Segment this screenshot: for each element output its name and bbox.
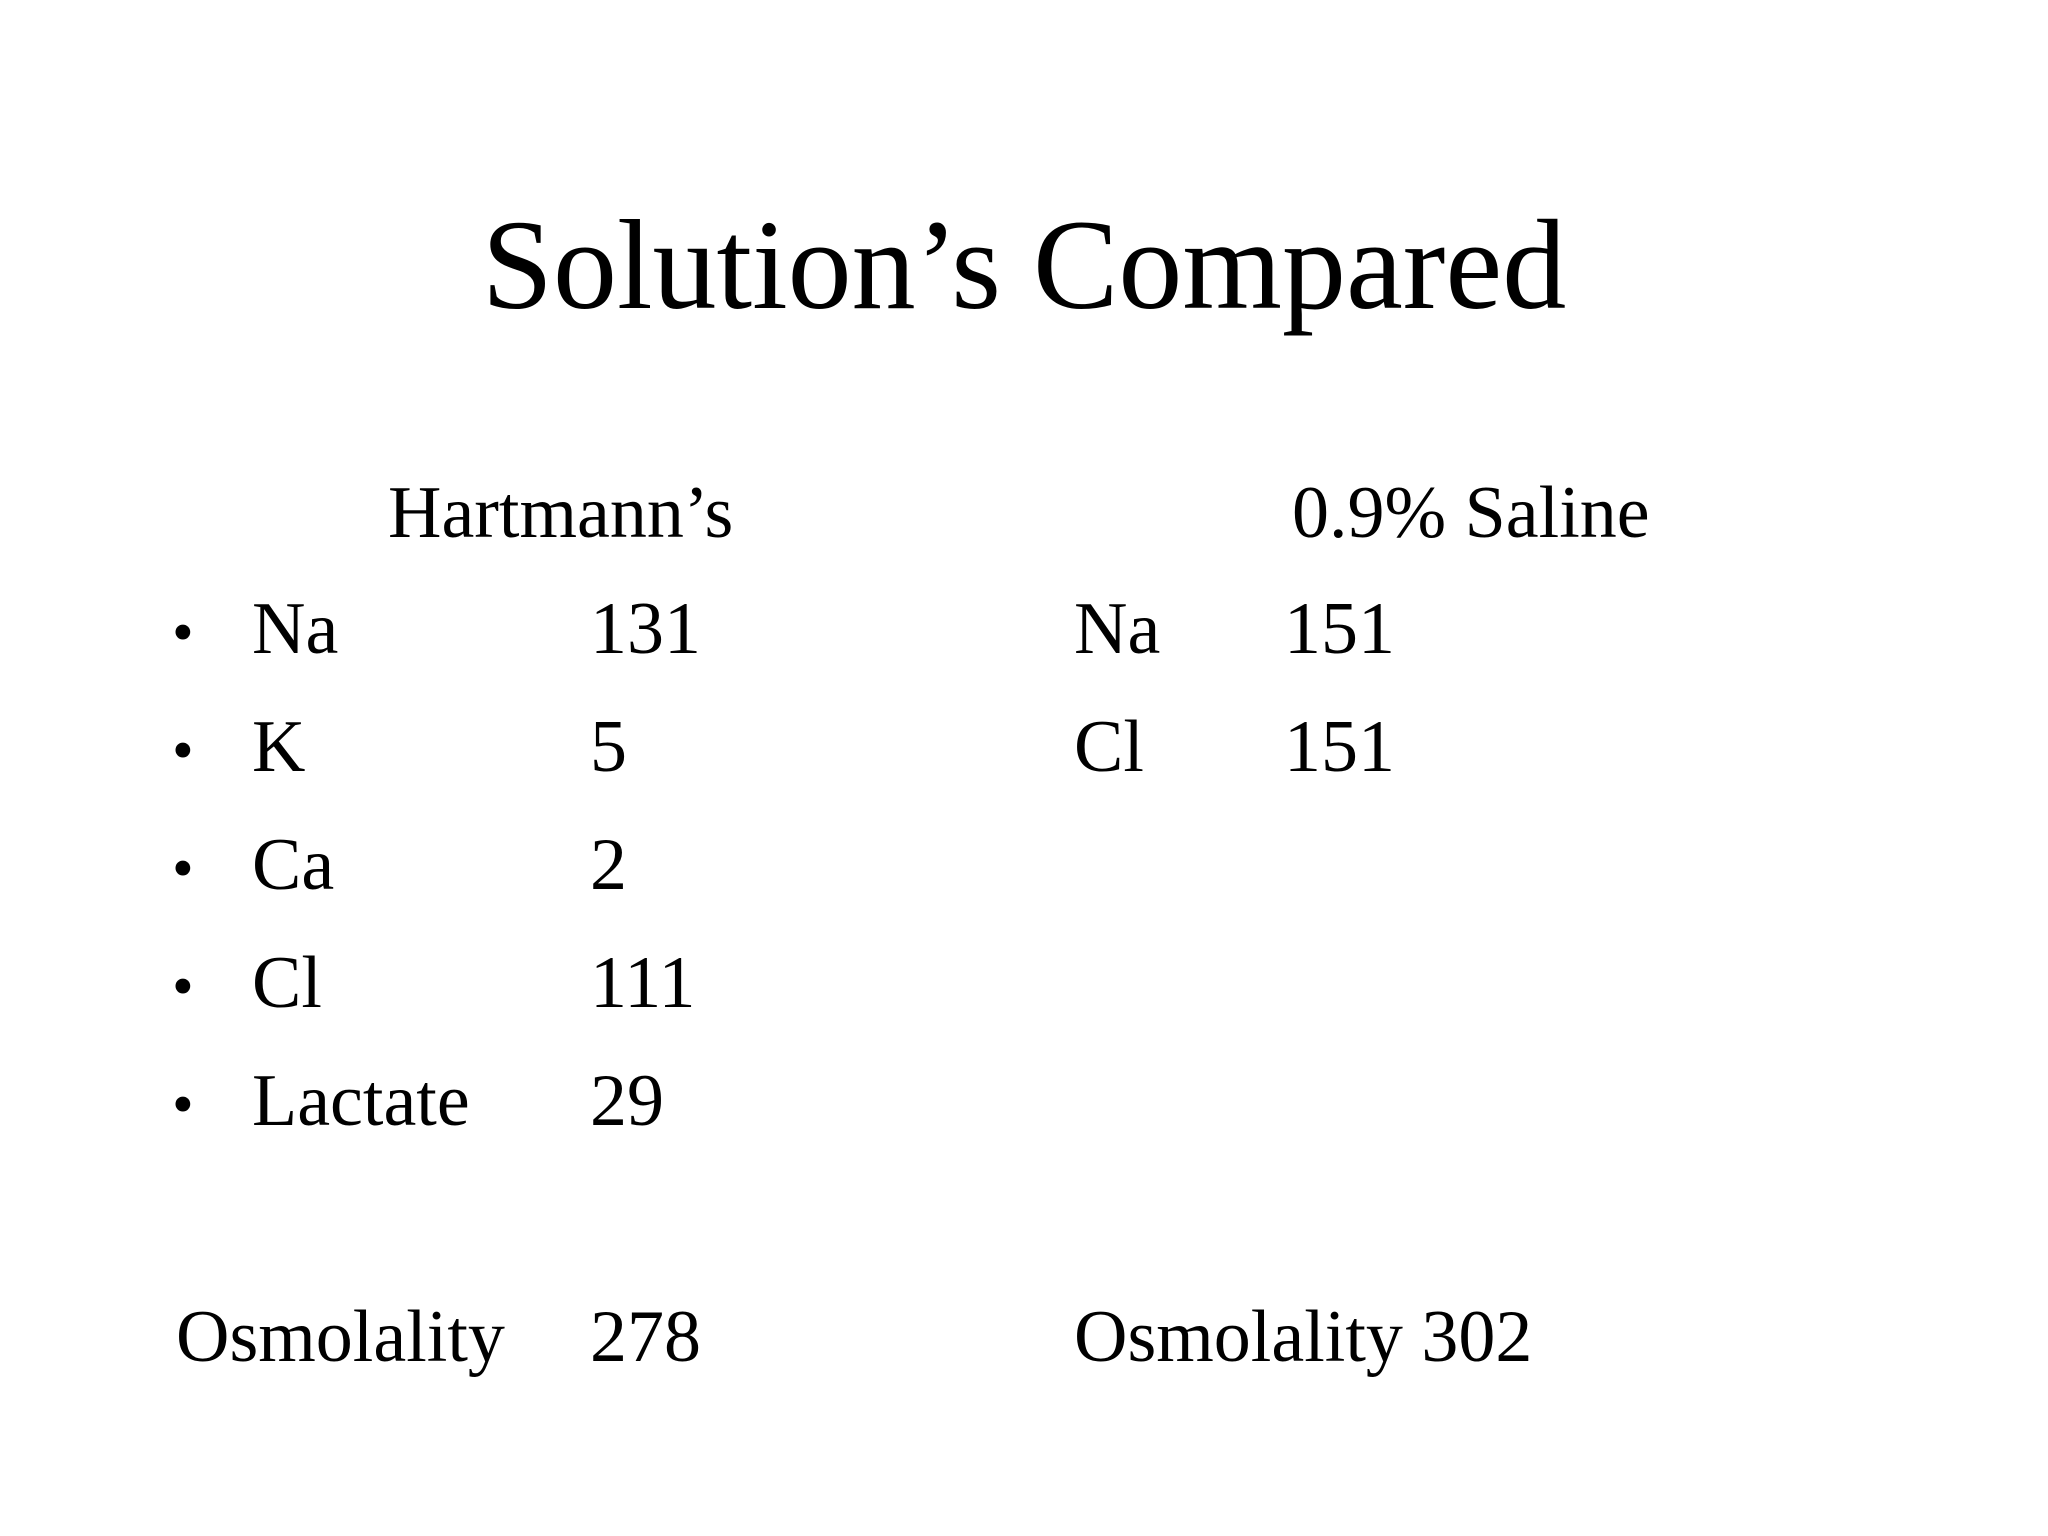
hartmanns-lactate-value: 29 [590, 1060, 664, 1142]
saline-na-label: Na [1074, 588, 1161, 670]
hartmanns-k-value: 5 [590, 706, 627, 788]
bullet-icon: • [172, 1071, 194, 1139]
bullet-icon: • [172, 953, 194, 1021]
bullet-icon: • [172, 717, 194, 785]
saline-na-value: 151 [1284, 588, 1395, 670]
hartmanns-lactate-label: Lactate [252, 1060, 470, 1142]
bullet-icon: • [172, 599, 194, 667]
saline-osmolality: Osmolality 302 [1074, 1296, 1533, 1378]
hartmanns-k-label: K [252, 706, 306, 788]
hartmanns-heading: Hartmann’s [388, 472, 734, 554]
saline-cl-value: 151 [1284, 706, 1395, 788]
hartmanns-ca-label: Ca [252, 824, 335, 906]
hartmanns-cl-value: 111 [590, 942, 696, 1024]
hartmanns-na-value: 131 [590, 588, 701, 670]
hartmanns-osmolality-value: 278 [590, 1296, 701, 1378]
bullet-icon: • [172, 835, 194, 903]
hartmanns-ca-value: 2 [590, 824, 627, 906]
hartmanns-na-label: Na [252, 588, 339, 670]
hartmanns-cl-label: Cl [252, 942, 322, 1024]
hartmanns-osmolality-label: Osmolality [176, 1296, 505, 1378]
saline-heading: 0.9% Saline [1292, 472, 1650, 554]
saline-cl-label: Cl [1074, 706, 1144, 788]
slide-title: Solution’s Compared [481, 194, 1567, 336]
